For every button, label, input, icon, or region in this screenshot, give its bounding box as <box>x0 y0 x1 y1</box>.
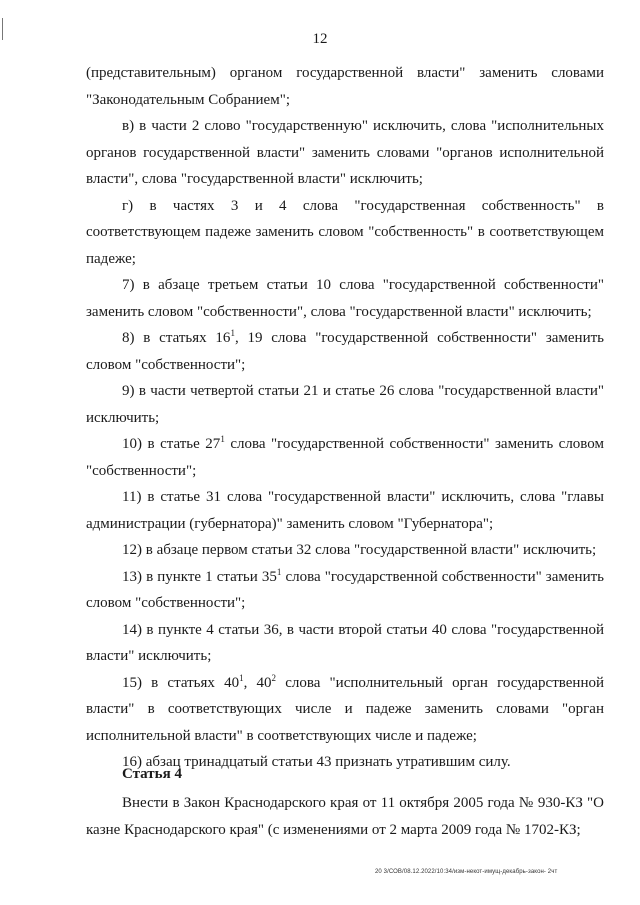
paragraph <box>86 431 604 484</box>
paragraph-text-end: слова "исполнительный орган государственной власти" в соответствующих числе и падеже заменить словами "орган исполнительной власти" в соответствующих числе и падеже; <box>86 674 605 744</box>
article-body <box>86 790 604 843</box>
paragraph-text: 14) в пункте 4 статьи 36, в части второй статьи 40 слова "государственной власти" исключить; <box>86 621 604 664</box>
superscript: 2 <box>271 672 277 683</box>
paragraph-text: 12) в абзаце первом статьи 32 слова "государственной власти" исключить; <box>122 542 597 558</box>
superscript: 1 <box>276 566 282 577</box>
amendments-body <box>86 60 604 776</box>
superscript: 1 <box>220 434 225 444</box>
paragraph-text-mid: , 40 <box>243 674 272 691</box>
paragraph <box>86 378 604 431</box>
article-heading: Статья 4 <box>122 766 182 782</box>
paragraph-text-start: 15) в статьях 40 <box>122 674 240 691</box>
paragraph <box>86 537 604 564</box>
paragraph <box>86 272 604 325</box>
paragraph-text-end: слова "государственной собственности" заменить словом "собственности"; <box>86 436 604 479</box>
paragraph <box>86 60 604 113</box>
paragraph-text: в) в части 2 слово "государственную" исключить, слова "исполнительных органов государственной власти" заменить словами "органов исполнительной власти", слова "государственной власти" исключить; <box>86 118 604 187</box>
document-footer: 20 3/СОВ/08.12.2022/10:34/изм-некот-имущ-декабрь-закон- 2чт <box>375 869 558 875</box>
paragraph-text: 7) в абзаце третьем статьи 10 слова "государственной собственности" заменить словом "собственности", слова "государственной власти" исключить; <box>86 277 604 320</box>
paragraph <box>86 113 604 193</box>
paragraph-text: 16) абзац тринадцатый статьи 43 признать утратившим силу. <box>122 754 511 770</box>
superscript: 1 <box>239 672 244 683</box>
paragraph <box>86 670 604 750</box>
paragraph <box>86 193 604 273</box>
superscript: 1 <box>230 328 235 338</box>
paragraph-text-end: слова "государственной собственности" заменить словом "собственности"; <box>86 568 604 611</box>
paragraph-text: 11) в статье 31 слова "государственной власти" исключить, слова "главы администрации (губернатора)" заменить словом "Губернатора"; <box>86 489 604 532</box>
paragraph <box>86 564 604 617</box>
paragraph-text: г) в частях 3 и 4 слова "государственная собственность" в соответствующем падеже заменить словом "собственность" в соответствующем падеже; <box>86 197 604 267</box>
paragraph-text: (представительным) органом государственной власти" заменить словами "Законодательным Собранием"; <box>86 65 604 108</box>
paragraph-text-start: 8) в статьях 16 <box>122 330 231 346</box>
paragraph <box>86 617 604 670</box>
paragraph-text-start: 13) в пункте 1 статьи 35 <box>122 568 277 585</box>
article-paragraph: Внести в Закон Краснодарского края от 11 октября 2005 года № 930-КЗ "О казне Краснодарского края" (с изменениями от 2 марта 2009 года № 1702-КЗ; <box>86 795 604 838</box>
paragraph <box>86 484 604 537</box>
paragraph-text-end: , 19 слова "государственной собственности" заменить словом "собственности"; <box>86 330 605 373</box>
paragraph-text: 9) в части четвертой статьи 21 и статье 26 слова "государственной власти" исключить; <box>86 383 604 426</box>
page-number: 12 <box>312 31 328 47</box>
paragraph-text-start: 10) в статье 27 <box>122 436 221 452</box>
paragraph <box>86 325 604 378</box>
